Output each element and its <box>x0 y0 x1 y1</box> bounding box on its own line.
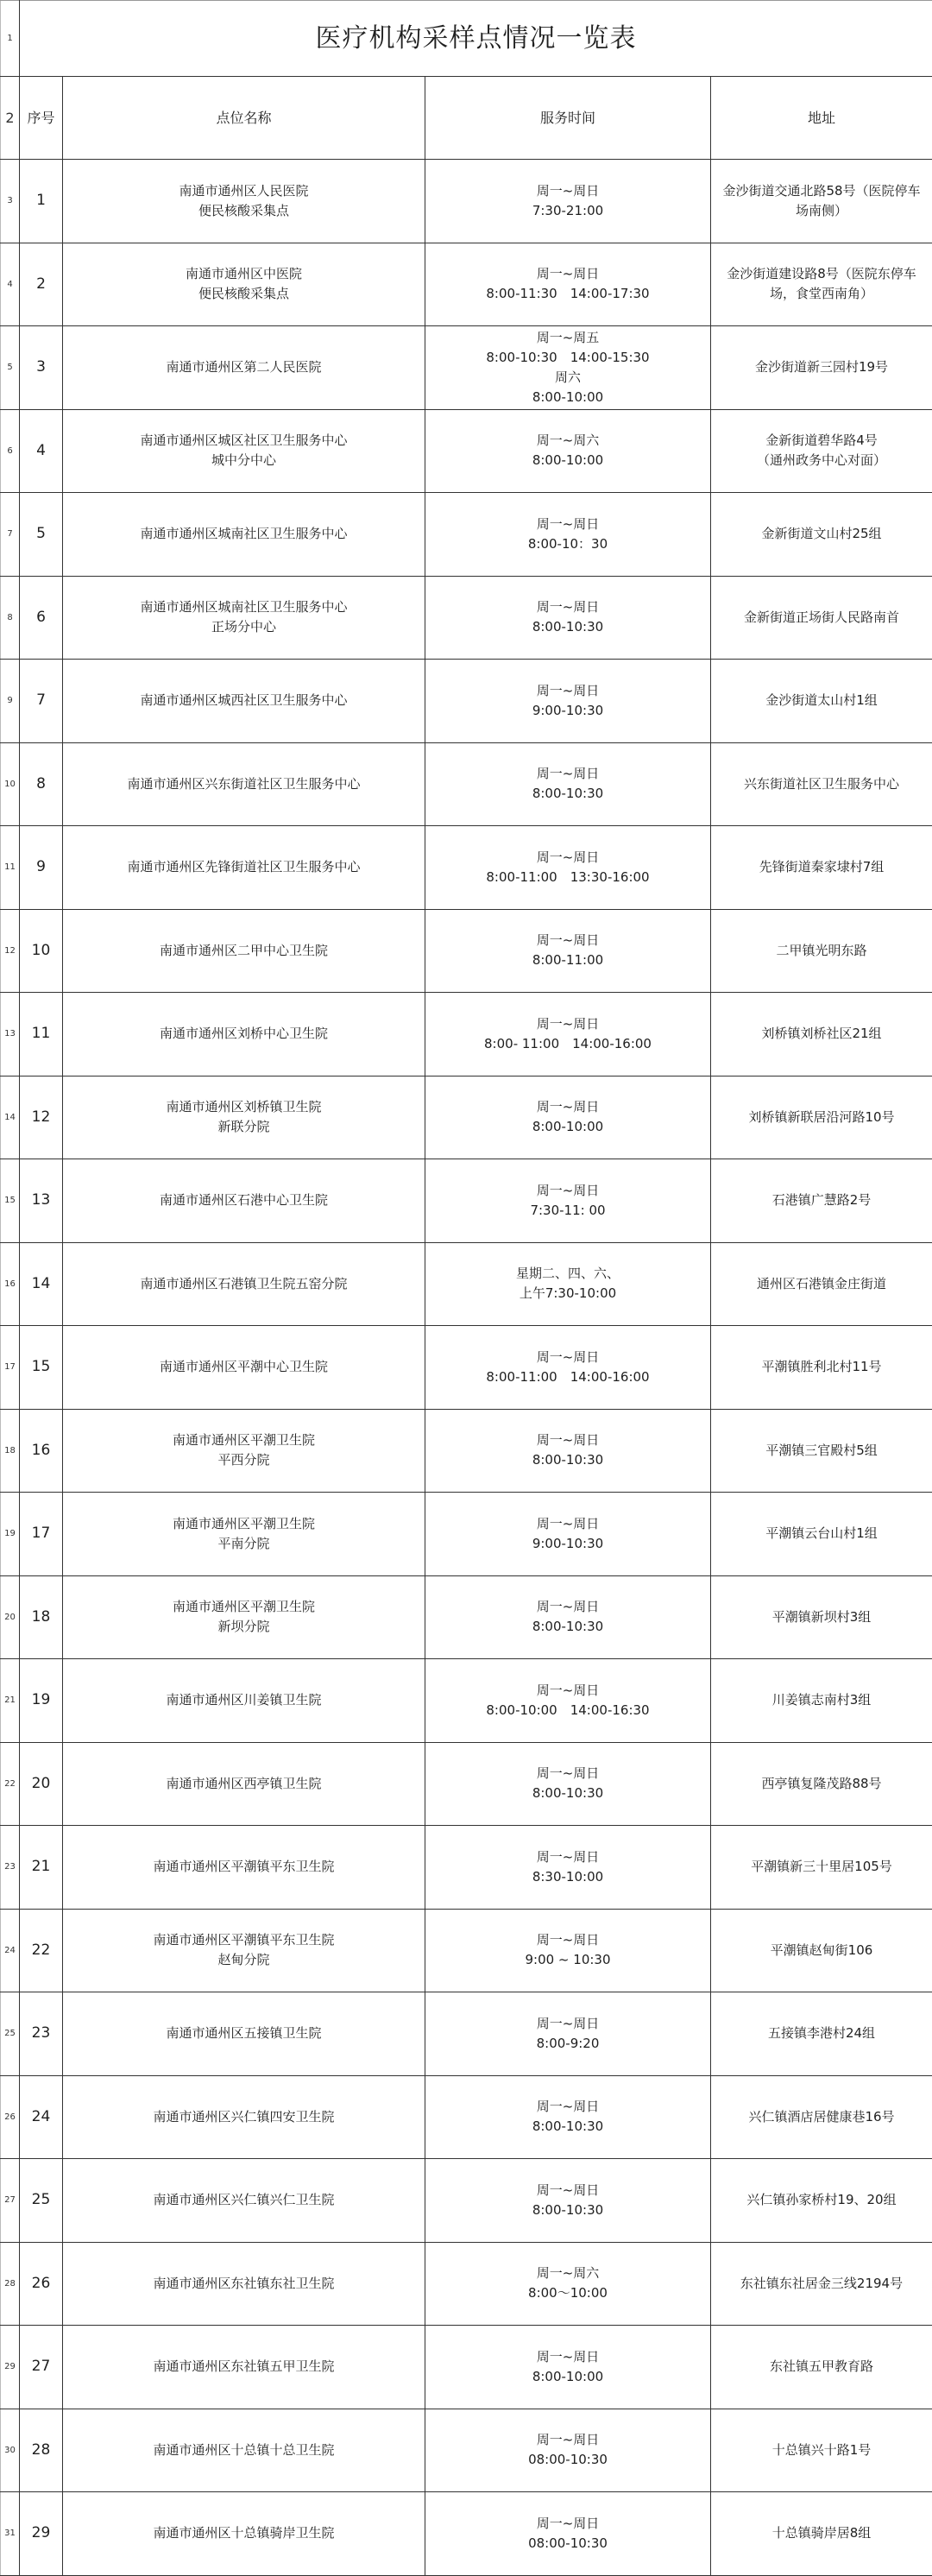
cell-service-time: 周一~周五 8:00-10:30 14:00-15:30 周六 8:00-10:00 <box>425 326 711 410</box>
cell-seq: 10 <box>20 909 63 993</box>
cell-seq: 3 <box>20 326 63 410</box>
cell-seq: 26 <box>20 2242 63 2326</box>
page-title: 医疗机构采样点情况一览表 <box>20 1 932 77</box>
cell-site-name: 南通市通州区东社镇东社卫生院 <box>63 2242 425 2326</box>
table-row <box>1 1909 932 1992</box>
table-row <box>1 2159 932 2243</box>
cell-seq: 12 <box>20 1076 63 1159</box>
cell-service-time: 周一~周日 9:00-10:30 <box>425 1493 711 1576</box>
cell-service-time: 周一~周日 8:00-10:30 <box>425 576 711 660</box>
title-row <box>1 1 932 77</box>
row-number: 10 <box>1 742 20 826</box>
table-row <box>1 909 932 993</box>
cell-service-time: 周一~周日 8:00-11:00 <box>425 909 711 993</box>
cell-seq: 4 <box>20 409 63 493</box>
cell-site-name: 南通市通州区先锋街道社区卫生服务中心 <box>63 826 425 910</box>
cell-seq: 8 <box>20 742 63 826</box>
cell-seq: 24 <box>20 2075 63 2159</box>
row-number: 9 <box>1 660 20 743</box>
cell-site-name: 南通市通州区兴仁镇四安卫生院 <box>63 2075 425 2159</box>
cell-seq: 27 <box>20 2326 63 2409</box>
row-number: 27 <box>1 2159 20 2243</box>
cell-service-time: 周一~周日 8:00-10:00 14:00-16:30 <box>425 1659 711 1743</box>
row-number: 28 <box>1 2242 20 2326</box>
table-row <box>1 742 932 826</box>
cell-site-name: 南通市通州区平潮卫生院 平南分院 <box>63 1493 425 1576</box>
cell-service-time: 周一~周日 8:00-10:00 <box>425 1076 711 1159</box>
cell-service-time: 周一~周日 8:00-10:30 <box>425 1742 711 1826</box>
table-row <box>1 243 932 326</box>
row-number: 12 <box>1 909 20 993</box>
cell-site-name: 南通市通州区石港镇卫生院五窑分院 <box>63 1242 425 1326</box>
cell-seq: 29 <box>20 2492 63 2576</box>
table-row <box>1 1992 932 2076</box>
header-address: 地址 <box>711 77 932 160</box>
cell-address: 西亭镇复隆茂路88号 <box>711 1742 932 1826</box>
cell-site-name: 南通市通州区城南社区卫生服务中心 <box>63 493 425 577</box>
cell-site-name: 南通市通州区刘桥镇卫生院 新联分院 <box>63 1076 425 1159</box>
table-row <box>1 826 932 910</box>
cell-site-name: 南通市通州区二甲中心卫生院 <box>63 909 425 993</box>
cell-site-name: 南通市通州区城区社区卫生服务中心 城中分中心 <box>63 409 425 493</box>
cell-address: 平潮镇云台山村1组 <box>711 1493 932 1576</box>
table-row <box>1 2492 932 2576</box>
row-number: 24 <box>1 1909 20 1992</box>
cell-address: 兴仁镇孙家桥村19、20组 <box>711 2159 932 2243</box>
cell-address: 金新街道碧华路4号 （通州政务中心对面） <box>711 409 932 493</box>
table-row <box>1 2409 932 2492</box>
cell-service-time: 周一~周日 8:00- 11:00 14:00-16:00 <box>425 993 711 1076</box>
table-row <box>1 1826 932 1910</box>
cell-service-time: 周一~周日 8:00-10:30 <box>425 2159 711 2243</box>
cell-service-time: 星期二、四、六、 上午7:30-10:00 <box>425 1242 711 1326</box>
cell-service-time: 周一~周日 8:00-10:30 <box>425 1409 711 1493</box>
cell-address: 二甲镇光明东路 <box>711 909 932 993</box>
row-number: 3 <box>1 160 20 243</box>
cell-service-time: 周一~周六 8:00-10:00 <box>425 409 711 493</box>
row-number: 4 <box>1 243 20 326</box>
header-row <box>1 77 932 160</box>
cell-address: 金沙街道建设路8号（医院东停车 场，食堂西南角） <box>711 243 932 326</box>
cell-address: 十总镇兴十路1号 <box>711 2409 932 2492</box>
table-row <box>1 576 932 660</box>
cell-address: 刘桥镇刘桥社区21组 <box>711 993 932 1076</box>
cell-address: 平潮镇三官殿村5组 <box>711 1409 932 1493</box>
cell-seq: 18 <box>20 1575 63 1659</box>
cell-seq: 6 <box>20 576 63 660</box>
cell-service-time: 周一~周日 8:00-9:20 <box>425 1992 711 2076</box>
cell-service-time: 周一~周日 7:30-11: 00 <box>425 1159 711 1243</box>
cell-service-time: 周一~周日 8:00-10:00 <box>425 2326 711 2409</box>
row-number: 17 <box>1 1326 20 1410</box>
cell-site-name: 南通市通州区兴仁镇兴仁卫生院 <box>63 2159 425 2243</box>
cell-address: 金沙街道太山村1组 <box>711 660 932 743</box>
row-number: 20 <box>1 1575 20 1659</box>
table-row <box>1 1326 932 1410</box>
table-row <box>1 493 932 577</box>
cell-address: 金沙街道新三园村19号 <box>711 326 932 410</box>
cell-service-time: 周一~周日 8:00-10:30 <box>425 1575 711 1659</box>
cell-address: 平潮镇赵甸街106 <box>711 1909 932 1992</box>
cell-address: 金新街道文山村25组 <box>711 493 932 577</box>
cell-address: 兴仁镇酒店居健康巷16号 <box>711 2075 932 2159</box>
row-number: 30 <box>1 2409 20 2492</box>
header-time: 服务时间 <box>425 77 711 160</box>
table-row <box>1 660 932 743</box>
table-row <box>1 2075 932 2159</box>
cell-seq: 28 <box>20 2409 63 2492</box>
cell-address: 平潮镇新三十里居105号 <box>711 1826 932 1910</box>
cell-seq: 14 <box>20 1242 63 1326</box>
row-number: 8 <box>1 576 20 660</box>
cell-seq: 17 <box>20 1493 63 1576</box>
table-row <box>1 1409 932 1493</box>
cell-site-name: 南通市通州区川姜镇卫生院 <box>63 1659 425 1743</box>
table-row <box>1 2242 932 2326</box>
cell-address: 东社镇五甲教育路 <box>711 2326 932 2409</box>
row-number: 19 <box>1 1493 20 1576</box>
table-row <box>1 1076 932 1159</box>
row-number: 5 <box>1 326 20 410</box>
row-number: 13 <box>1 993 20 1076</box>
table-row <box>1 1242 932 1326</box>
cell-address: 东社镇东社居金三线2194号 <box>711 2242 932 2326</box>
cell-site-name: 南通市通州区五接镇卫生院 <box>63 1992 425 2076</box>
row-number: 7 <box>1 493 20 577</box>
row-number: 29 <box>1 2326 20 2409</box>
table-row <box>1 2326 932 2409</box>
row-number: 14 <box>1 1076 20 1159</box>
cell-service-time: 周一~周六 8:00～10:00 <box>425 2242 711 2326</box>
cell-address: 金沙街道交通北路58号（医院停车 场南侧） <box>711 160 932 243</box>
cell-service-time: 周一~周日 8:30-10:00 <box>425 1826 711 1910</box>
cell-seq: 22 <box>20 1909 63 1992</box>
header-name: 点位名称 <box>63 77 425 160</box>
cell-seq: 25 <box>20 2159 63 2243</box>
cell-address: 十总镇骑岸居8组 <box>711 2492 932 2576</box>
row-number: 18 <box>1 1409 20 1493</box>
table-row <box>1 1159 932 1243</box>
row-number: 25 <box>1 1992 20 2076</box>
table-row <box>1 326 932 410</box>
table-row <box>1 1659 932 1743</box>
cell-address: 五接镇李港村24组 <box>711 1992 932 2076</box>
row-number: 21 <box>1 1659 20 1743</box>
cell-seq: 9 <box>20 826 63 910</box>
cell-site-name: 南通市通州区兴东街道社区卫生服务中心 <box>63 742 425 826</box>
cell-seq: 21 <box>20 1826 63 1910</box>
cell-seq: 19 <box>20 1659 63 1743</box>
cell-service-time: 周一~周日 8:00-10:30 <box>425 2075 711 2159</box>
cell-site-name: 南通市通州区第二人民医院 <box>63 326 425 410</box>
table-row <box>1 160 932 243</box>
cell-site-name: 南通市通州区平潮卫生院 新坝分院 <box>63 1575 425 1659</box>
cell-site-name: 南通市通州区石港中心卫生院 <box>63 1159 425 1243</box>
cell-site-name: 南通市通州区城西社区卫生服务中心 <box>63 660 425 743</box>
row-number: 15 <box>1 1159 20 1243</box>
cell-service-time: 周一~周日 7:30-21:00 <box>425 160 711 243</box>
row-number: 6 <box>1 409 20 493</box>
cell-site-name: 南通市通州区十总镇十总卫生院 <box>63 2409 425 2492</box>
cell-site-name: 南通市通州区城南社区卫生服务中心 正场分中心 <box>63 576 425 660</box>
cell-address: 川姜镇志南村3组 <box>711 1659 932 1743</box>
cell-site-name: 南通市通州区十总镇骑岸卫生院 <box>63 2492 425 2576</box>
cell-address: 平潮镇胜利北村11号 <box>711 1326 932 1410</box>
cell-seq: 20 <box>20 1742 63 1826</box>
header-seq: 序号 <box>20 77 63 160</box>
cell-site-name: 南通市通州区平潮镇平东卫生院 <box>63 1826 425 1910</box>
cell-site-name: 南通市通州区东社镇五甲卫生院 <box>63 2326 425 2409</box>
cell-seq: 7 <box>20 660 63 743</box>
cell-service-time: 周一~周日 8:00-11:00 14:00-16:00 <box>425 1326 711 1410</box>
cell-address: 石港镇广慧路2号 <box>711 1159 932 1243</box>
cell-service-time: 周一~周日 8:00-11:00 13:30-16:00 <box>425 826 711 910</box>
row-number: 1 <box>1 1 20 77</box>
cell-site-name: 南通市通州区中医院 便民核酸采集点 <box>63 243 425 326</box>
cell-service-time: 周一~周日 08:00-10:30 <box>425 2492 711 2576</box>
cell-seq: 2 <box>20 243 63 326</box>
cell-site-name: 南通市通州区人民医院 便民核酸采集点 <box>63 160 425 243</box>
cell-service-time: 周一~周日 08:00-10:30 <box>425 2409 711 2492</box>
cell-service-time: 周一~周日 8:00-11:30 14:00-17:30 <box>425 243 711 326</box>
cell-address: 通州区石港镇金庄街道 <box>711 1242 932 1326</box>
cell-seq: 16 <box>20 1409 63 1493</box>
row-number: 23 <box>1 1826 20 1910</box>
row-number: 26 <box>1 2075 20 2159</box>
cell-address: 兴东街道社区卫生服务中心 <box>711 742 932 826</box>
cell-address: 先锋街道秦家埭村7组 <box>711 826 932 910</box>
cell-seq: 15 <box>20 1326 63 1410</box>
cell-service-time: 周一~周日 8:00-10：30 <box>425 493 711 577</box>
cell-service-time: 周一~周日 8:00-10:30 <box>425 742 711 826</box>
table-row <box>1 1575 932 1659</box>
cell-seq: 23 <box>20 1992 63 2076</box>
cell-site-name: 南通市通州区刘桥中心卫生院 <box>63 993 425 1076</box>
cell-seq: 1 <box>20 160 63 243</box>
table-row <box>1 993 932 1076</box>
row-number: 22 <box>1 1742 20 1826</box>
table-row <box>1 1493 932 1576</box>
table-row <box>1 409 932 493</box>
cell-service-time: 周一~周日 9:00 ~ 10:30 <box>425 1909 711 1992</box>
cell-site-name: 南通市通州区西亭镇卫生院 <box>63 1742 425 1826</box>
cell-service-time: 周一~周日 9:00-10:30 <box>425 660 711 743</box>
row-number: 16 <box>1 1242 20 1326</box>
table-row <box>1 1742 932 1826</box>
cell-site-name: 南通市通州区平潮中心卫生院 <box>63 1326 425 1410</box>
cell-site-name: 南通市通州区平潮卫生院 平西分院 <box>63 1409 425 1493</box>
cell-site-name: 南通市通州区平潮镇平东卫生院 赵甸分院 <box>63 1909 425 1992</box>
cell-seq: 5 <box>20 493 63 577</box>
row-number: 11 <box>1 826 20 910</box>
cell-address: 平潮镇新坝村3组 <box>711 1575 932 1659</box>
cell-seq: 13 <box>20 1159 63 1243</box>
cell-address: 刘桥镇新联居沿河路10号 <box>711 1076 932 1159</box>
cell-address: 金新街道正场街人民路南首 <box>711 576 932 660</box>
table-body <box>1 1 932 2576</box>
row-number: 31 <box>1 2492 20 2576</box>
cell-seq: 11 <box>20 993 63 1076</box>
row-number: 2 <box>1 77 20 160</box>
